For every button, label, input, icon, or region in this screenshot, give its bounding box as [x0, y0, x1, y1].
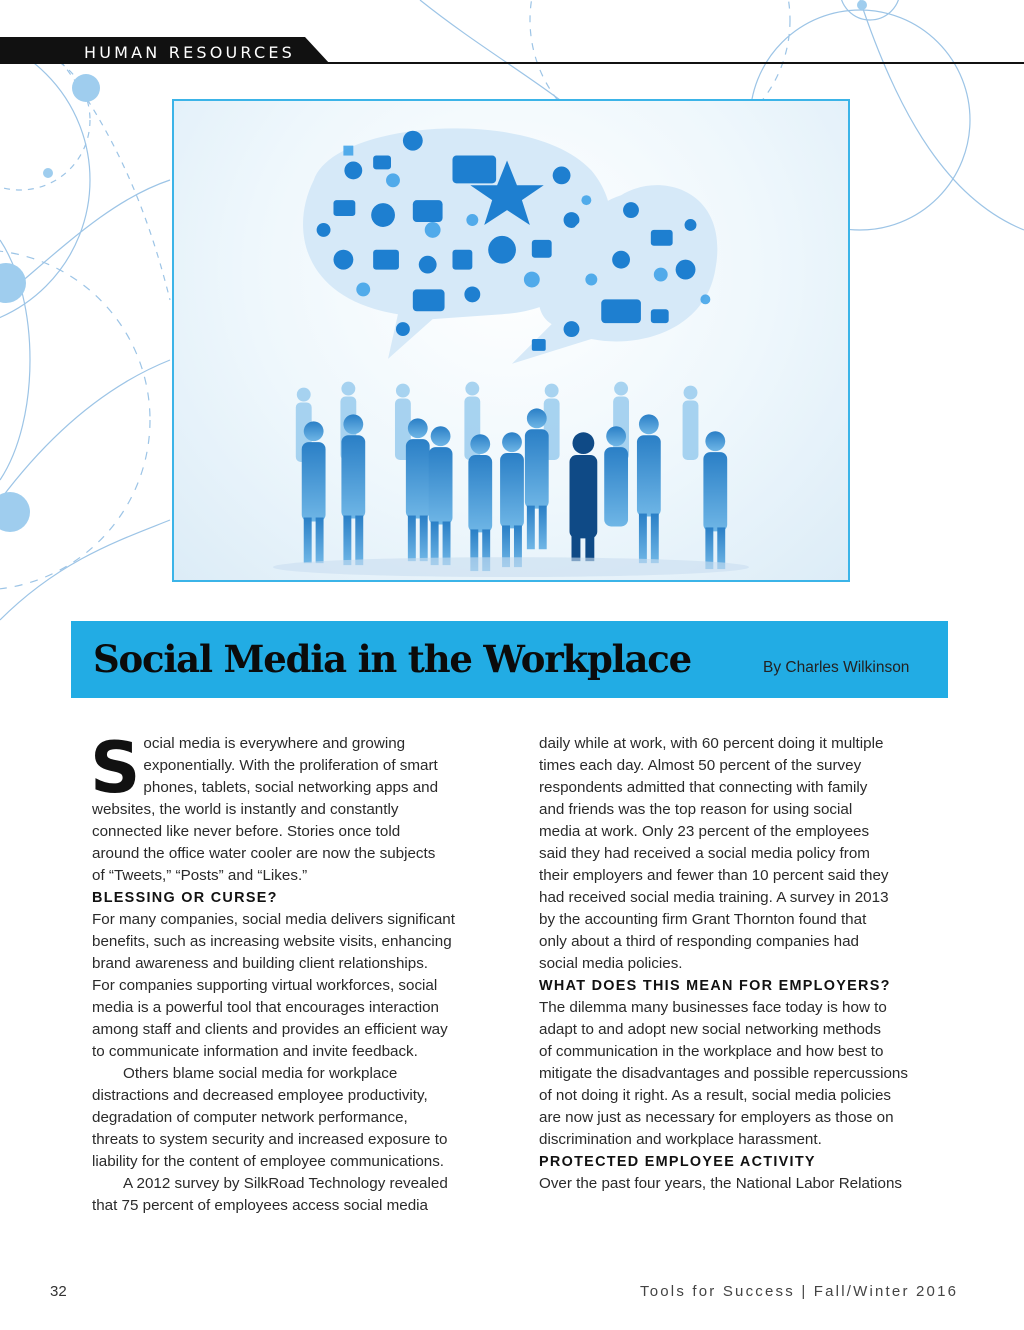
paragraph-line: and friends was the top reason for using social	[539, 801, 853, 818]
paragraph-line: among staff and clients and provides an efficient way	[92, 1021, 448, 1038]
paragraph-line: Over the past four years, the National Labor Relations	[539, 1175, 903, 1192]
crowd-silhouettes	[273, 382, 749, 577]
paragraph-line: times each day. Almost 50 percent of the survey	[539, 757, 862, 774]
paragraph-line: distractions and decreased employee productivity,	[92, 1087, 428, 1104]
paragraph-line: that 75 percent of employees access social media	[92, 1197, 428, 1214]
social-media-crowd-illustration	[174, 101, 848, 580]
drop-cap: S	[90, 727, 141, 809]
intro-line: connected like never before. Stories once told	[92, 823, 401, 840]
paragraph-line: respondents admitted that connecting with family	[539, 779, 868, 796]
paragraph-line: media at work. Only 23 percent of the employees	[539, 823, 870, 840]
section-heading-protected: PROTECTED EMPLOYEE ACTIVITY	[539, 1154, 816, 1170]
paragraph-line: liability for the content of employee communications.	[92, 1153, 445, 1170]
intro-line: exponentially. With the proliferation of smart	[143, 757, 438, 774]
paragraph-survey-continued	[539, 733, 949, 975]
paragraph-line: benefits, such as increasing website visits, enhancing	[92, 933, 452, 950]
section-label: HUMAN RESOURCES	[84, 43, 295, 62]
intro-line: websites, the world is instantly and constantly	[92, 801, 399, 818]
paragraph-blame	[92, 1063, 497, 1173]
article-byline: By Charles Wilkinson	[763, 659, 910, 676]
paragraph-line: are now just as necessary for employers as those on	[539, 1109, 894, 1126]
article-column-right	[539, 733, 949, 1195]
publication-footer: Tools for Success | Fall/Winter 2016	[640, 1283, 959, 1300]
paragraph-line: social media policies.	[539, 955, 683, 972]
paragraph-line: threats to system security and increased exposure to	[92, 1131, 448, 1148]
paragraph-line: Others blame social media for workplace	[123, 1065, 398, 1082]
article-column-left	[90, 727, 497, 1217]
paragraph-line: of communication in the workplace and how best to	[539, 1043, 884, 1060]
article-title: Social Media in the Workplace	[93, 637, 691, 681]
paragraph-benefits	[92, 909, 497, 1063]
paragraph-line: only about a third of responding companies had	[539, 933, 859, 950]
paragraph-line: daily while at work, with 60 percent doing it multiple	[539, 735, 884, 752]
paragraph-line: their employers and fewer than 10 percent said they	[539, 867, 889, 884]
paragraph-line: to communicate information and invite feedback.	[92, 1043, 418, 1060]
intro-line: of “Tweets,” “Posts” and “Likes.”	[92, 867, 308, 884]
paragraph-line: A 2012 survey by SilkRoad Technology revealed	[123, 1175, 448, 1192]
paragraph-survey	[92, 1173, 497, 1217]
paragraph-line: adapt to and adopt new social networking methods	[539, 1021, 881, 1038]
intro-line: phones, tablets, social networking apps and	[143, 779, 439, 796]
paragraph-line: mitigate the disadvantages and possible repercussions	[539, 1065, 908, 1082]
paragraph-line: The dilemma many businesses face today is how to	[539, 999, 887, 1016]
paragraph-nlrb	[539, 1173, 949, 1195]
paragraph-line: said they had received a social media policy from	[539, 845, 870, 862]
intro-line: ocial media is everywhere and growing	[143, 735, 406, 752]
paragraph-line: degradation of computer network performance,	[92, 1109, 408, 1126]
paragraph-line: by the accounting firm Grant Thornton found that	[539, 911, 867, 928]
section-heading-employers: WHAT DOES THIS MEAN FOR EMPLOYERS?	[539, 978, 891, 994]
paragraph-line: of not doing it right. As a result, social media policies	[539, 1087, 892, 1104]
paragraph-dilemma	[539, 997, 949, 1151]
paragraph-line: brand awareness and building client relationships.	[92, 955, 429, 972]
paragraph-line: For many companies, social media delivers significant	[92, 911, 455, 928]
paragraph-line: For companies supporting virtual workforces, social	[92, 977, 438, 994]
paragraph-line: discrimination and workplace harassment.	[539, 1131, 822, 1148]
paragraph-line: had received social media training. A survey in 2013	[539, 889, 889, 906]
section-heading-blessing: BLESSING OR CURSE?	[92, 890, 278, 906]
hero-illustration	[172, 99, 850, 582]
intro-paragraph	[90, 727, 497, 887]
page-number: 32	[50, 1283, 67, 1300]
paragraph-line: media is a powerful tool that encourages interaction	[92, 999, 439, 1016]
intro-line: around the office water cooler are now the subjects	[92, 845, 436, 862]
